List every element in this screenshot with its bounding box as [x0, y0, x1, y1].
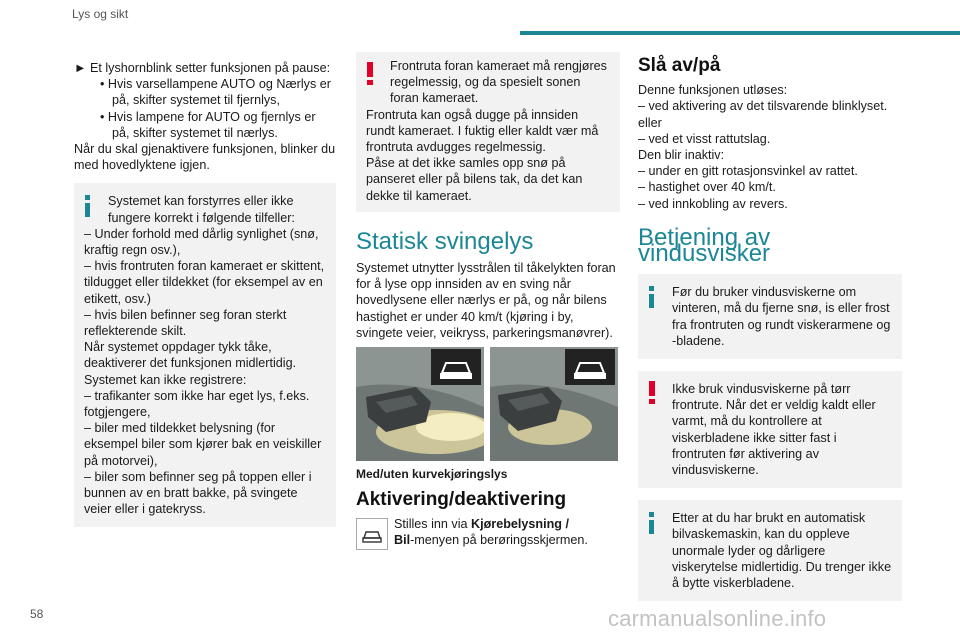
info-text: Når systemet oppdager tykk tåke, deaktiverer det funksjonen midlertidig.	[84, 340, 297, 371]
warning-text: Ikke bruk vindusviskerne på tørr frontrute. Når det er veldig kaldt eller varmt, må du kontrollere at viskerbladene ikke sitter fast i frontruten før aktivering av vindusviskerne.	[672, 382, 876, 478]
section-title-on-off: Slå av/på	[638, 55, 721, 76]
running-header: Lys og sikt	[72, 7, 129, 21]
info-text: – biler med tildekket belysning (for eksempel biler som kjører bak en veiskiller på motorvei),	[84, 421, 322, 468]
warning-text: Frontruta kan også dugge på innsiden rundt kameraet. I fuktig eller kaldt vær må frontruta avdugges regelmessig.	[366, 107, 599, 155]
info-text: Etter at du har brukt en automatisk bilvaskemaskin, kan du oppleve unormale lyder og dårligere viskerytelse midlertidig. Du trenger ikke å bytte viskerbladene.	[672, 511, 892, 591]
car-icon	[356, 518, 388, 550]
on-off-line: Den blir inaktiv:	[638, 148, 725, 163]
section-title-wipers: Betjening av vindusvisker	[638, 223, 771, 268]
info-icon	[648, 286, 656, 308]
reactivate-text: Når du skal gjenaktivere funksjonen, blinker du med hovedlyktene igjen.	[74, 142, 336, 173]
warning-text: Påse at det ikke samles opp snø på panseret eller på bilens tak, da det kan dekke til kameraet.	[366, 156, 583, 203]
warning-text: Frontruta foran kameraet må rengjøres regelmessig, og da spesielt sonen foran kameraet.	[390, 59, 607, 106]
column-2-lower	[356, 466, 620, 511]
warning-icon	[366, 62, 374, 86]
activation-line	[394, 516, 620, 548]
info-text: – trafikanter som ikke har eget lys, f.eks. fotgjengere,	[84, 388, 310, 420]
info-text: – Under forhold med dårlig synlighet (snø, kraftig regn osv.),	[84, 226, 319, 258]
info-icon	[84, 195, 92, 217]
info-text: Systemet kan forstyrres eller ikke fungere korrekt i følgende tilfeller:	[108, 194, 295, 225]
warning-icon	[648, 381, 656, 405]
on-off-line: – ved et visst rattutslag.	[638, 131, 771, 146]
menu-path-car: Bil	[394, 533, 411, 548]
info-box-car-wash	[638, 500, 902, 601]
info-text: Systemet kan ikke registrere:	[84, 372, 247, 387]
photo-without-cornering-light	[490, 347, 618, 461]
column-2	[356, 52, 620, 341]
on-off-line: Denne funksjonen utløses:	[638, 83, 788, 98]
info-text: – hvis frontruten foran kameraet er skittent, tildugget eller tildekket (for eksempel av en etikett, osv.)	[84, 259, 325, 306]
photo-with-cornering-light	[356, 347, 484, 461]
activation-suffix: -menyen på berøringsskjermen.	[410, 533, 588, 548]
on-off-line: – ved innkobling av revers.	[638, 196, 788, 211]
warning-box-camera	[356, 52, 620, 212]
pause-bullet-1: • Hvis varsellampene AUTO og Nærlys er på, skifter systemet til fjernlys,	[100, 77, 331, 108]
subsection-title-activation: Aktivering/deaktivering	[356, 489, 567, 511]
on-off-line: eller	[638, 115, 662, 130]
image-caption: Med/uten kurvekjøringslys	[356, 467, 508, 481]
info-box-winter	[638, 274, 902, 359]
pause-bullet-2: • Hvis lampene for AUTO og fjernlys er på, skifter systemet til nærlys.	[100, 109, 316, 140]
header-accent-bar	[520, 31, 960, 35]
on-off-line: – hastighet over 40 km/t.	[638, 180, 776, 195]
section-title-static-cornering: Statisk svingelys	[356, 227, 534, 255]
info-text: – biler som befinner seg på toppen eller i bunnen av en bratt bakke, på svingete veier eller i gatekryss.	[84, 469, 312, 517]
info-text: – hvis bilen befinner seg foran sterkt reflekterende skilt.	[84, 307, 287, 339]
column-1	[74, 60, 336, 527]
static-cornering-text: Systemet utnytter lysstrålen til tåkelykten foran for å lyse opp innsiden av en sving når hovedlysene eller nærlys er på, og når bilens hastighet er under 40 km/t (kjøring i by, svingete veier, veikryss, parkeringsmanøvrer).	[356, 261, 616, 340]
watermark: carmanualsonline.info	[608, 606, 827, 631]
activation-text	[394, 516, 620, 548]
info-box-limitations	[74, 183, 336, 527]
info-text: Før du bruker vindusviskerne om vinteren, må du fjerne snø, is eller frost fra frontruten og rundt viskerarmene og -bladene.	[672, 285, 891, 348]
activation-prefix: Stilles inn via	[394, 517, 471, 531]
menu-path-lighting: Kjørebelysning /	[471, 517, 569, 531]
column-3	[638, 55, 902, 601]
warning-box-dry-windscreen	[638, 371, 902, 488]
info-icon	[648, 512, 656, 534]
on-off-line: – ved aktivering av det tilsvarende blinklyset.	[638, 99, 888, 114]
on-off-line: – under en gitt rotasjonsvinkel av rattet.	[638, 164, 858, 179]
page-number: 58	[30, 607, 44, 621]
pause-intro: ► Et lyshornblink setter funksjonen på pause:	[74, 61, 331, 75]
